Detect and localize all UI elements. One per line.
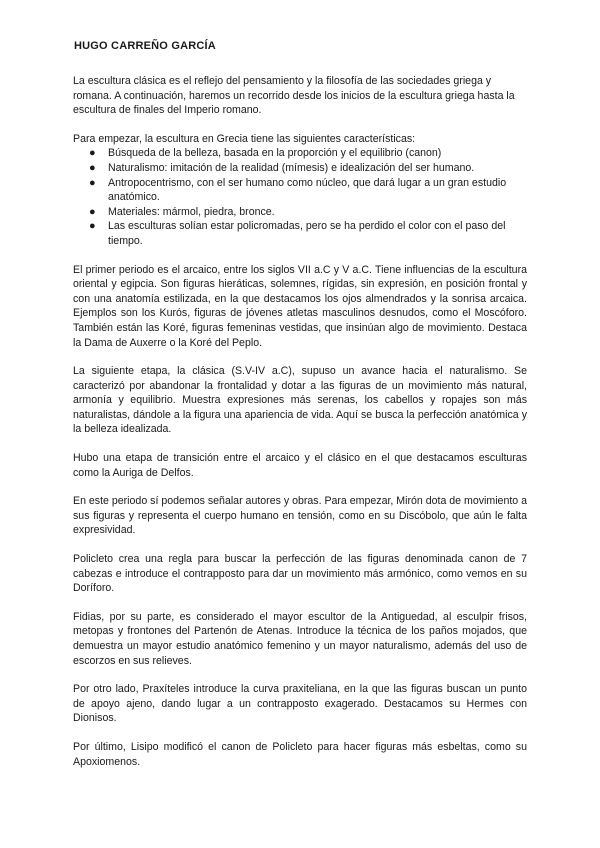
intro-paragraph: La escultura clásica es el reflejo del pensamiento y la filosofía de las sociedades griega y romana. A continuación, haremos un recorrido desde los inicios de la escultura griega hasta la escultura de finales del Imperio romano. [73, 75, 515, 117]
characteristics-list [73, 146, 527, 248]
fidias-paragraph: Fidias, por su parte, es considerado el mayor escultor de la Antiguedad, al esculpir frisos, metopas y frontones del Partenón de Atenas. Introduce la técnica de los paños mojados, que demuestra un mayor estudio anatómico femenino y un mayor naturalismo, además del uso de escorzos en sus relieves. [73, 610, 527, 667]
bullet-icon: ● [89, 205, 96, 218]
bullet-icon: ● [89, 161, 96, 174]
praxiteles-paragraph: Por otro lado, Praxíteles introduce la curva praxiteliana, en la que las figuras buscan un punto de apoyo ajeno, dando lugar a un contrapposto exagerado. Destacamos su Hermes con Dionisos. [73, 683, 527, 725]
list-item: ● Materiales: mármol, piedra, bronce. [89, 205, 275, 218]
classical-paragraph: La siguiente etapa, la clásica (S.V-IV a.C), supuso un avance hacia el naturalismo. Se caracterizó por abandonar la frontalidad y dotar a las figuras de un movimiento más natural, armonía y equilibrio. Muestra expresiones más serenas, los cabellos y ropajes son más naturalistas, dándole a la figura una apariencia de vida. Aquí se busca la perfección anatómica y la belleza idealizada. [73, 365, 527, 436]
miron-paragraph: En este periodo sí podemos señalar autores y obras. Para empezar, Mirón dota de movimiento a sus figuras y representa el cuerpo humano en tensión, como en su Discóbolo, que aún le falta expresividad. [73, 495, 528, 537]
characteristics-intro: Para empezar, la escultura en Grecia tiene las siguientes características: [73, 132, 416, 145]
list-item: ● Las esculturas solían estar policromadas, pero se ha perdido el color con el paso del tiempo. [89, 220, 506, 247]
list-item: ● Búsqueda de la belleza, basada en la proporción y el equilibrio (canon) [89, 147, 442, 160]
list-item: ● Antropocentrismo, con el ser humano como núcleo, que dará lugar a un gran estudio anatómico. [89, 176, 507, 204]
bullet-icon: ● [89, 147, 96, 160]
list-item: ● Naturalismo: imitación de la realidad (mímesis) e idealización del ser humano. [89, 161, 475, 174]
transition-paragraph: Hubo una etapa de transición entre el arcaico y el clásico en el que destacamos esculturas como la Auriga de Delfos. [73, 452, 527, 479]
author-name: HUGO CARREÑO GARCÍA [74, 40, 216, 52]
bullet-icon: ● [89, 176, 96, 189]
lisipo-paragraph: Por último, Lisipo modificó el canon de Policleto para hacer figuras más esbeltas, como su Apoxiomenos. [73, 740, 527, 768]
archaic-paragraph: El primer periodo es el arcaico, entre los siglos VII a.C y V a.C. Tiene influencias de la escultura oriental y egipcia. Son figuras hieráticas, solemnes, rígidas, sin expresión, en posición frontal y con una anatomía estilizada, en la que destacamos los ojos almendrados y la sonrisa arcaica. Ejemplos son los Kurós, figuras de jóvenes atletas masculinos desnudos, como el Moscóforo. También están las Koré, figuras femeninas vestidas, que insinúan algo de movimiento. Destaca la Dama de Auxerre o la Koré del Peplo. [73, 263, 527, 349]
bullet-icon: ● [89, 220, 96, 233]
policleto-paragraph: Policleto crea una regla para buscar la perfección de las figuras denominada canon de 7 cabezas e introduce el contrapposto para dar un movimiento más armónico, como vemos en su Doríforo. [73, 553, 527, 595]
